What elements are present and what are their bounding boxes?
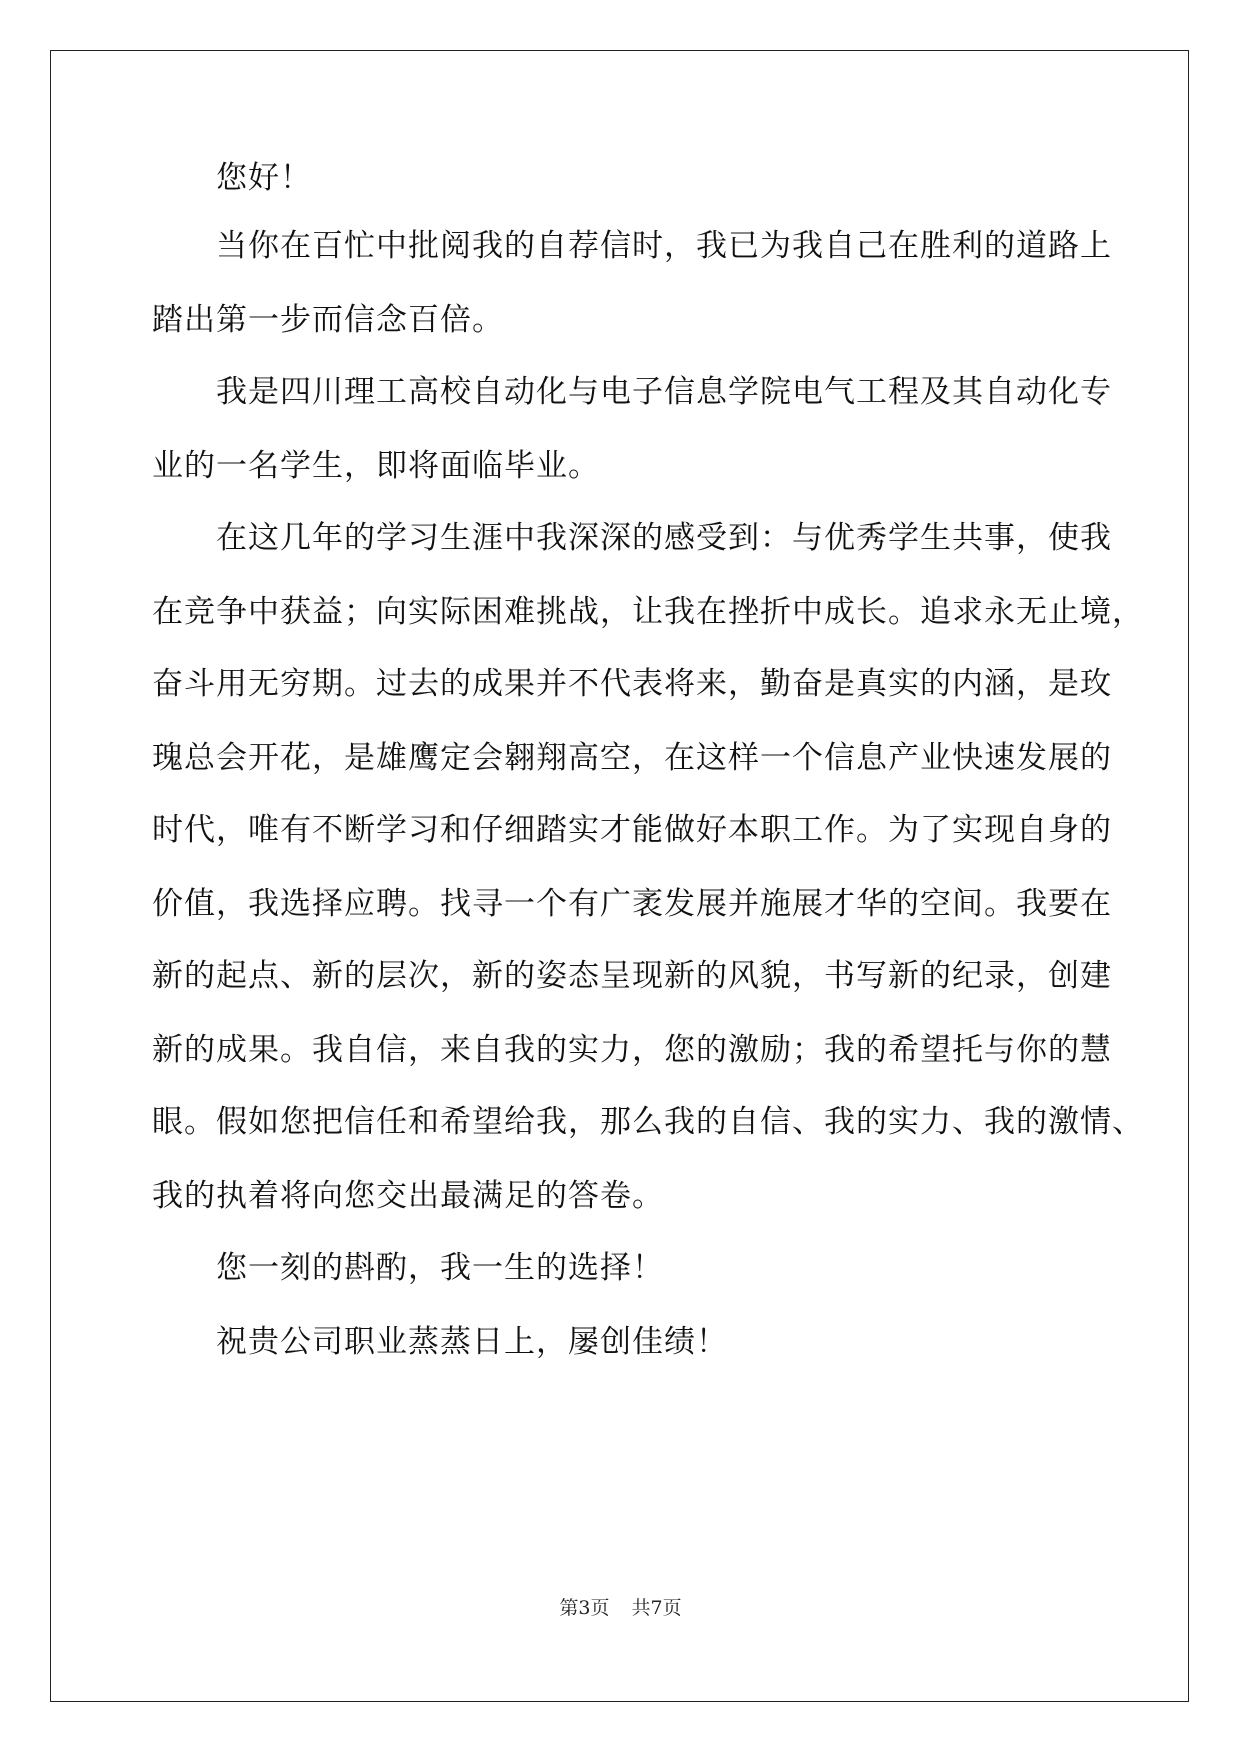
body-line: 价值，我选择应聘。找寻一个有广袤发展并施展才华的空间。我要在 — [152, 886, 1112, 922]
body-line: 业的一名学生，即将面临毕业。 — [152, 448, 600, 484]
page-footer — [0, 1596, 1241, 1620]
body-line: 当你在百忙中批阅我的自荐信时，我已为我自己在胜利的道路上 — [216, 228, 1112, 264]
body-line: 在这几年的学习生涯中我深深的感受到：与优秀学生共事，使我 — [216, 520, 1112, 556]
body-line: 时代，唯有不断学习和仔细踏实才能做好本职工作。为了实现自身的 — [152, 812, 1112, 848]
greeting: 您好！ — [216, 160, 312, 196]
body-line: 眼。假如您把信任和希望给我，那么我的自信、我的实力、我的激情、 — [152, 1104, 1144, 1140]
body-line: 踏出第一步而信念百倍。 — [152, 302, 504, 338]
page-border — [50, 50, 1189, 1702]
body-line: 新的起点、新的层次，新的姿态呈现新的风貌，书写新的纪录，创建 — [152, 958, 1112, 994]
page-total: 共7页 — [631, 1597, 682, 1619]
body-line: 我是四川理工高校自动化与电子信息学院电气工程及其自动化专 — [216, 374, 1112, 410]
body-line: 奋斗用无穷期。过去的成果并不代表将来，勤奋是真实的内涵，是玫 — [152, 666, 1112, 702]
body-line: 我的执着将向您交出最满足的答卷。 — [152, 1178, 664, 1214]
body-line: 新的成果。我自信，来自我的实力，您的激励；我的希望托与你的慧 — [152, 1032, 1112, 1068]
page-number: 第3页 — [559, 1597, 610, 1619]
body-line: 瑰总会开花，是雄鹰定会翱翔高空，在这样一个信息产业快速发展的 — [152, 740, 1112, 776]
closing-line: 您一刻的斟酌，我一生的选择！ — [216, 1250, 664, 1286]
closing-wish: 祝贵公司职业蒸蒸日上，屡创佳绩！ — [216, 1324, 728, 1360]
body-line: 在竞争中获益；向实际困难挑战，让我在挫折中成长。追求永无止境， — [152, 594, 1144, 630]
